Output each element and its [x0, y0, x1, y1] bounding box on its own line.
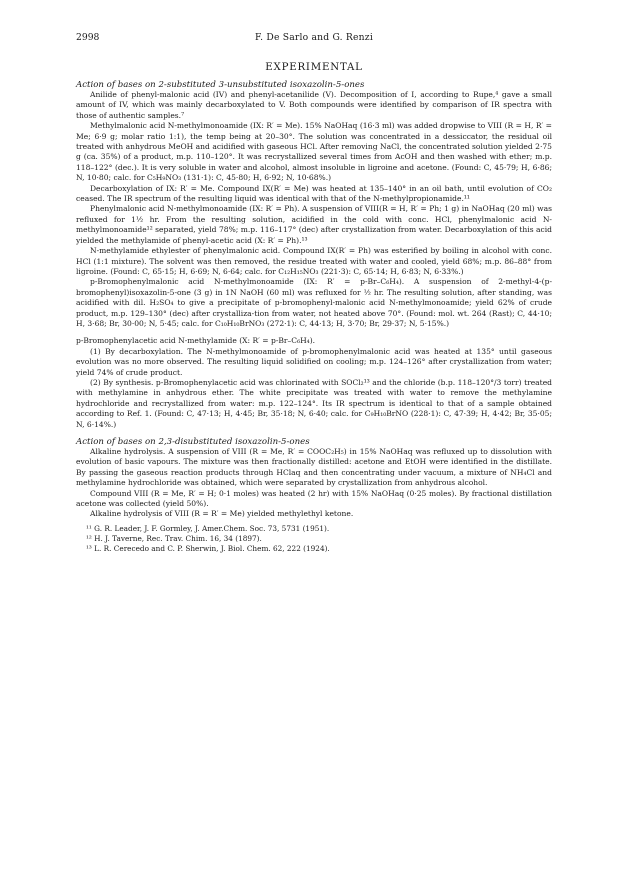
paragraph: N-methylamide ethylester of phenylmalonic acid. Compound IX(R′ = Ph) was esterified by boiling in alcohol with conc. HCl (1:1 mixture). The solvent was then removed, the residue treated with water and cooled, yield 68%; m.p. 86–88° from ligroine. (Found: C, 65·15; H, 6·69; N, 6·64; calc. for C₁₂H₁₅NO₃ (221·3): C, 65·14; H, 6·83; N, 6·33%.) — [76, 246, 552, 276]
footnotes — [76, 524, 552, 555]
running-header — [76, 32, 552, 48]
paragraph: Methylmalonic acid N-methylmonoamide (IX: R′ = Me). 15% NaOHaq (16·3 ml) was added dropwise to VIII (R = H, R′ = Me; 6·9 g; molar ratio 1:1), the temp being at 20–30°. The solution was concentrated in a dessiccator, the residual oil treated with anhydrous MeOH and acidified with gaseous HCl. After removing NaCl, the concentrated solution yielded 2·75 g (ca. 35%) of a product, m.p. 110–120°. It was recrystallized several times from AcOH and then washed with ether; m.p. 118–122° (dec.). It is very soluble in water and alcohol, almost insoluble in ligroine and acetone. (Found: C, 45·79; H, 6·86; N, 10·80; calc. for C₅H₉NO₃ (131·1): C, 45·80; H, 6·92; N, 10·68%.) — [76, 121, 552, 183]
paragraph: Anilide of phenyl-malonic acid (IV) and phenyl-acetanilide (V). Decomposition of I, according to Rupe,⁴ gave a small amount of IV, which was mainly decarboxylated to V. Both compounds were identified by comparison of IR spectra with those of authentic samples.⁷ — [76, 90, 552, 120]
page-number: 2998 — [76, 32, 100, 43]
paragraph: p-Bromophenylmalonic acid N-methylmonoamide (IX: R′ = p-Br–C₆H₄). A suspension of 2-methyl-4-(p-bromophenyl)isoxazolin-5-one (3 g) in 1N NaOH (60 ml) was refluxed for ½ hr. The resulting solution, after standing, was acidified with dil. H₂SO₄ to give a precipitate of p-bromophenyl-malonic acid N-methylmonoamide; yield 62% of crude product, m.p. 129–130° (dec) after crystalliza-tion from water, not heated above 70°. (Found: mol. wt. 264 (Rast); C, 44·10; H, 3·68; Br, 30·00; N, 5·45; calc. for C₁₀H₁₀BrNO₃ (272·1): C, 44·13; H, 3·70; Br, 29·37; N, 5·15%.) — [76, 277, 552, 328]
section-heading: Action of bases on 2,3-disubstituted isoxazolin-5-ones — [76, 437, 310, 447]
paper-page — [76, 32, 552, 554]
section-heading: Action of bases on 2-substituted 3-unsubstituted isoxazolin-5-ones — [76, 80, 365, 90]
paragraph: Alkaline hydrolysis of VIII (R = R′ = Me) yielded methylethyl ketone. — [90, 509, 354, 519]
paragraph: (1) By decarboxylation. The N-methylmonoamide of p-bromophenylmalonic acid was heated at 135° until gaseous evolution was no more observed. The resulting liquid solidified on cooling; m.p. 124–126° after crystallization from water; yield 74% of crude product. — [76, 346, 552, 377]
paragraph: Compound VIII (R = Me, R′ = H; 0·1 moles) was heated (2 hr) with 15% NaOHaq (0·25 moles). By fractional distillation acetone was collected (yield 50%). — [76, 488, 552, 509]
section-title: EXPERIMENTAL — [265, 62, 363, 73]
paragraph: (2) By synthesis. p-Bromophenylacetic acid was chlorinated with SOCl₂¹³ and the chloride (b.p. 118–120°/3 torr) treated with methylamine in anhydrous ether. The white precipitate was treated with water to remove the methylamine hydrochloride and recrystallized from water: m.p. 122–124°. Its IR spectrum is identical to that of a sample obtained according to Ref. 1. (Found: C, 47·13; H, 4·45; Br, 35·18; N, 6·40; calc. for C₉H₁₀BrNO (228·1): C, 47·39; H, 4·42; Br, 35·05; N, 6·14%.) — [76, 377, 552, 429]
footnote: ¹³ L. R. Cerecedo and C. P. Sherwin, J. Biol. Chem. 62, 222 (1924). — [86, 544, 330, 554]
footnote: ¹² H. J. Taverne, Rec. Trav. Chim. 16, 34 (1897). — [86, 534, 262, 544]
subsection-heading: p-Bromophenylacetic acid N-methylamide (X: R′ = p-Br–C₆H₄). — [76, 336, 316, 346]
paragraph: Alkaline hydrolysis. A suspension of VIII (R = Me, R′ = COOC₂H₅) in 15% NaOHaq was refluxed up to dissolution with evolution of basic vapours. The mixture was then fractionally distilled: acetone and EtOH were identified in the distillate. By passing the gaseous reaction products through HClaq and then concentrating under vacuum, a mixture of NH₄Cl and methylamine hydrochloride was obtained, which were separated by crystallization from anhydrous alcohol. — [76, 447, 552, 488]
paragraph: Decarboxylation of IX: R′ = Me. Compound IX(R′ = Me) was heated at 135–140° in an oil bath, until evolution of CO₂ ceased. The IR spectrum of the resulting liquid was identical with that of the N-methylpropionamide.¹¹ — [76, 183, 552, 204]
running-authors: F. De Sarlo and G. Renzi — [255, 32, 373, 43]
paragraph: Phenylmalonic acid N-methylmonoamide (IX: R′ = Ph). A suspension of VIII(R = H, R′ = Ph; 1 g) in NaOHaq (20 ml) was refluxed for 1½ hr. From the resulting solution, acidified in the cold with conc. HCl, phenylmalonic acid N-methylmonoamide¹² separated, yield 78%; m.p. 116–117° (dec) after crystallization from water. Decarboxylation of this acid yielded the methylamide of phenyl-acetic acid (X: R′ = Ph).¹³ — [76, 204, 552, 245]
footnote: ¹¹ G. R. Leader, J. F. Gormley, J. Amer.Chem. Soc. 73, 5731 (1951). — [86, 523, 330, 533]
